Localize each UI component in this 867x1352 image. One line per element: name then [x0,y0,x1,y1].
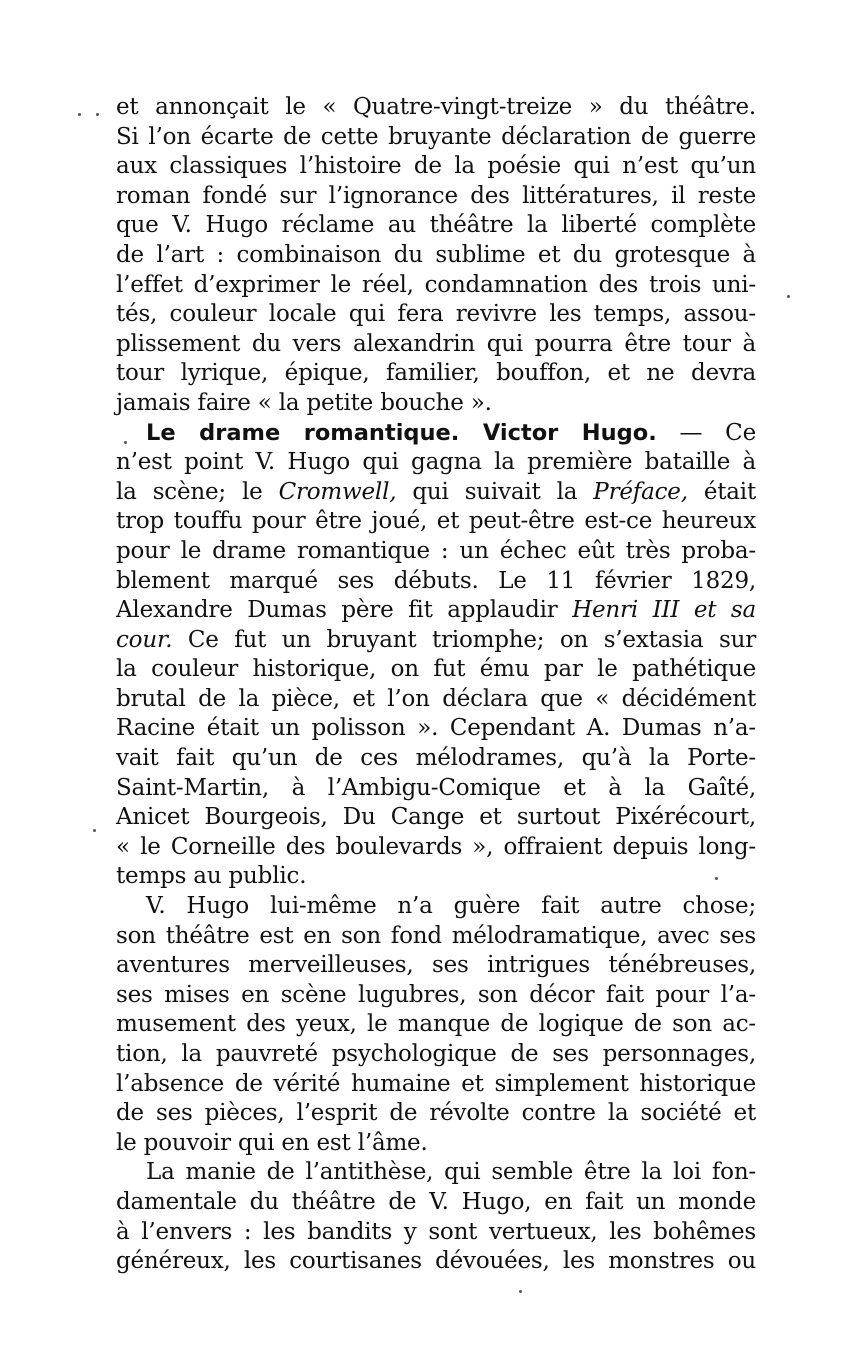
text-line: l’absence de vérité humaine et simplement historique [116,1070,756,1097]
text-line: « le Corneille des boulevards », offraient depuis long- [116,833,756,860]
text-line: et annonçait le « Quatre-vingt-treize » du théâtre. [116,94,756,120]
print-speck [93,829,96,832]
text-line: n’est point V. Hugo qui gagna la première bataille à [116,449,756,476]
text-line: généreux, les courtisanes dévouées, les monstres ou [116,1248,756,1275]
paragraph-start-line: V. Hugo lui-même n’a guère fait autre chose; [146,893,756,920]
text-line: plissement du vers alexandrin qui pourra être tour à [116,330,756,357]
text-line: tion, la pauvreté psychologique de ses personnages, [116,1041,756,1067]
text-line: pour le drame romantique : un échec eût très proba- [116,537,756,564]
work-title-preface: Préface, [593,478,688,505]
section-heading: Le drame romantique. Victor Hugo. [146,419,657,446]
print-speck [519,1290,522,1293]
line-segment: Alexandre Dumas père fit applaudir [116,597,573,624]
heading-continuation: — Ce [656,419,756,446]
text-line: aventures merveilleuses, ses intrigues ténébreuses, [116,952,756,979]
work-title-henri-iii: Henri III et sa [572,597,756,624]
text-line: damentale du théâtre de V. Hugo, en fait un monde [116,1188,756,1215]
line-segment: Ce fut un bruyant triomphe; on s’extasia sur [172,626,756,653]
work-title-henri-iii-end: cour. [116,626,173,653]
text-line: que V. Hugo réclame au théâtre la liberté complète [116,212,756,239]
text-line: brutal de la pièce, et l’on déclara que « décidément [116,685,756,712]
line-segment: qui suivait la [396,478,594,505]
text-line: vait fait qu’un de ces mélodrames, qu’à la Porte- [116,745,756,772]
text-line: ses mises en scène lugubres, son décor fait pour l’a- [116,981,756,1008]
text-line: tés, couleur locale qui fera revivre les temps, assou- [116,301,756,328]
text-line: aux classiques l’histoire de la poésie qui n’est qu’un [116,153,756,180]
line-segment: la scène; le [116,478,279,505]
text-line: à l’envers : les bandits y sont vertueux, les bohêmes [116,1218,756,1245]
text-line: l’effet d’exprimer le réel, condamnation des trois uni- [116,271,756,298]
text-line [116,478,756,508]
page-text [116,93,756,1277]
paragraph-start-line: La manie de l’antithèse, qui semble être la loi fon- [146,1159,756,1186]
text-line: tour lyrique, épique, familier, bouffon, et ne devra [116,360,756,387]
text-line [116,596,756,626]
text-line: jamais faire « la petite bouche ». [116,389,492,416]
text-line: la couleur historique, on fut ému par le pathétique [116,656,756,683]
print-speck [787,295,790,298]
text-line: temps au public. [116,863,307,890]
text-line: de l’art : combinaison du sublime et du grotesque à [116,241,756,268]
text-line: le pouvoir qui en est l’âme. [116,1129,428,1156]
print-speck [78,113,81,116]
text-line [116,626,756,656]
line-segment: était [687,478,756,505]
text-line: trop touffu pour être joué, et peut-être est-ce heureux [116,508,756,535]
section-heading-line [116,419,756,449]
text-line: son théâtre est en son fond mélodramatique, avec ses [116,922,756,949]
text-line: Anicet Bourgeois, Du Cange et surtout Pixérécourt, [116,804,756,831]
text-line: blement marqué ses débuts. Le 11 février 1829, [116,567,756,594]
text-line: Racine était un polisson ». Cependant A. Dumas n’a- [116,715,756,742]
text-line: Si l’on écarte de cette bruyante déclaration de guerre [116,123,756,150]
print-speck [124,441,127,444]
text-line: musement des yeux, le manque de logique de son ac- [116,1011,756,1038]
work-title-cromwell: Cromwell, [278,478,397,505]
text-line: de ses pièces, l’esprit de révolte contre la société et [116,1100,756,1127]
text-line: roman fondé sur l’ignorance des littératures, il reste [116,182,756,209]
print-speck [96,113,99,116]
text-line: Saint-Martin, à l’Ambigu-Comique et à la Gaîté, [116,774,756,801]
print-speck [715,877,718,880]
